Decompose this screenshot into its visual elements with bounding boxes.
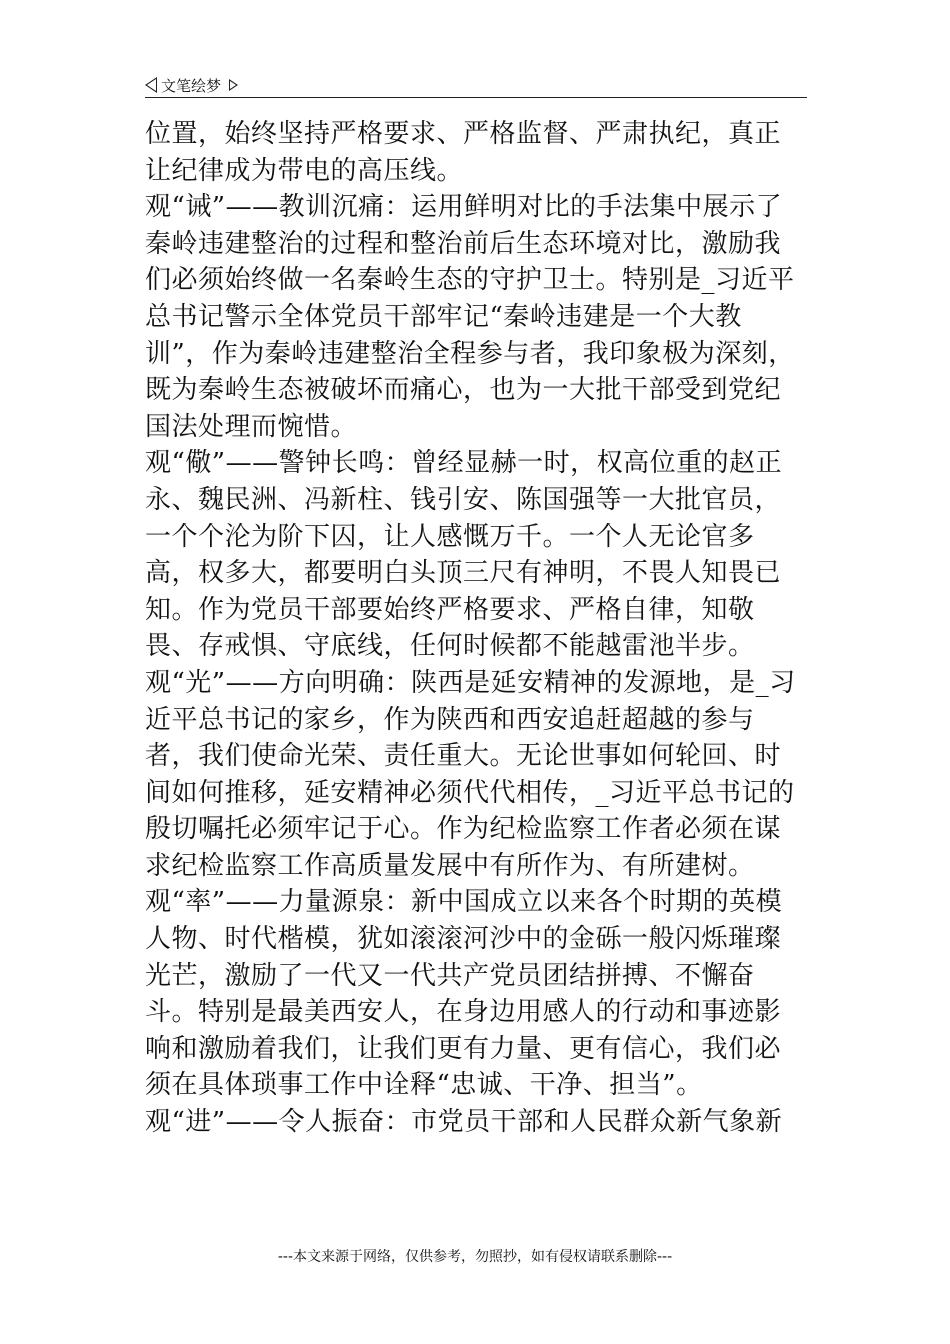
paragraph: 位置，始终坚持严格要求、严格监督、严肃执纪，真正让纪律成为带电的高压线。 xyxy=(145,119,782,186)
page-header xyxy=(145,73,807,98)
triangle-right-icon xyxy=(229,79,238,91)
paragraph: 观“率”——力量源泉：新中国成立以来各个时期的英模人物、时代楷模，犹如滚滚河沙中的金砾一般闪烁璀璨光芒，激励了一代又一代共产党员团结拼搏、不懈奋斗。特别是最美西安人，在身边用感人的行动和事迹影响和激励着我们，让我们更有力量、更有信心，我们必须在具体琐事工作中诠释“忠诚、干净、担当”。 xyxy=(145,887,783,1101)
paragraph: 观“诫”——教训沉痛：运用鲜明对比的手法集中展示了秦岭违建整治的过程和整治前后生态环境对比，激励我们必须始终做一名秦岭生态的守护卫士。特别是_习近平总书记警示全体党员干部牢记“秦岭违建是一个大教训”，作为秦岭违建整治全程参与者，我印象极为深刻，既为秦岭生态被破坏而痛心，也为一大批干部受到党纪国法处理而惋惜。 xyxy=(145,192,795,442)
document-body xyxy=(145,116,807,1141)
header-brand: 文笔绘梦 xyxy=(161,76,222,95)
footer-notice: ---本文来源于网络，仅供参考，勿照抄，如有侵权请联系删除--- xyxy=(277,1249,673,1265)
paragraph: 观“光”——方向明确：陕西是延安精神的发源地，是_习近平总书记的家乡，作为陕西和西安追赶超越的参与者，我们使命光荣、责任重大。无论世事如何轮回、时间如何推移，延安精神必须代代相传，_习近平总书记的殷切嘱托必须牢记于心。作为纪检监察工作者必须在谋求纪检监察工作高质量发展中有所作为、有所建树。 xyxy=(145,667,796,881)
triangle-left-icon xyxy=(145,77,157,93)
paragraph: 观“儆”——警钟长鸣：曾经显赫一时，权高位重的赵正永、魏民洲、冯新柱、钱引安、陈国强等一大批官员，一个个沦为阶下囚，让人感慨万千。一个人无论官多高，权多大，都要明白头顶三尺有神明，不畏人知畏已知。作为党员干部要始终严格要求、严格自律，知敬畏、存戒惧、守底线，任何时候都不能越雷池半步。 xyxy=(145,448,783,662)
paragraph: 观“进”——令人振奋：市党员干部和人民群众新气象新 xyxy=(145,1107,783,1138)
